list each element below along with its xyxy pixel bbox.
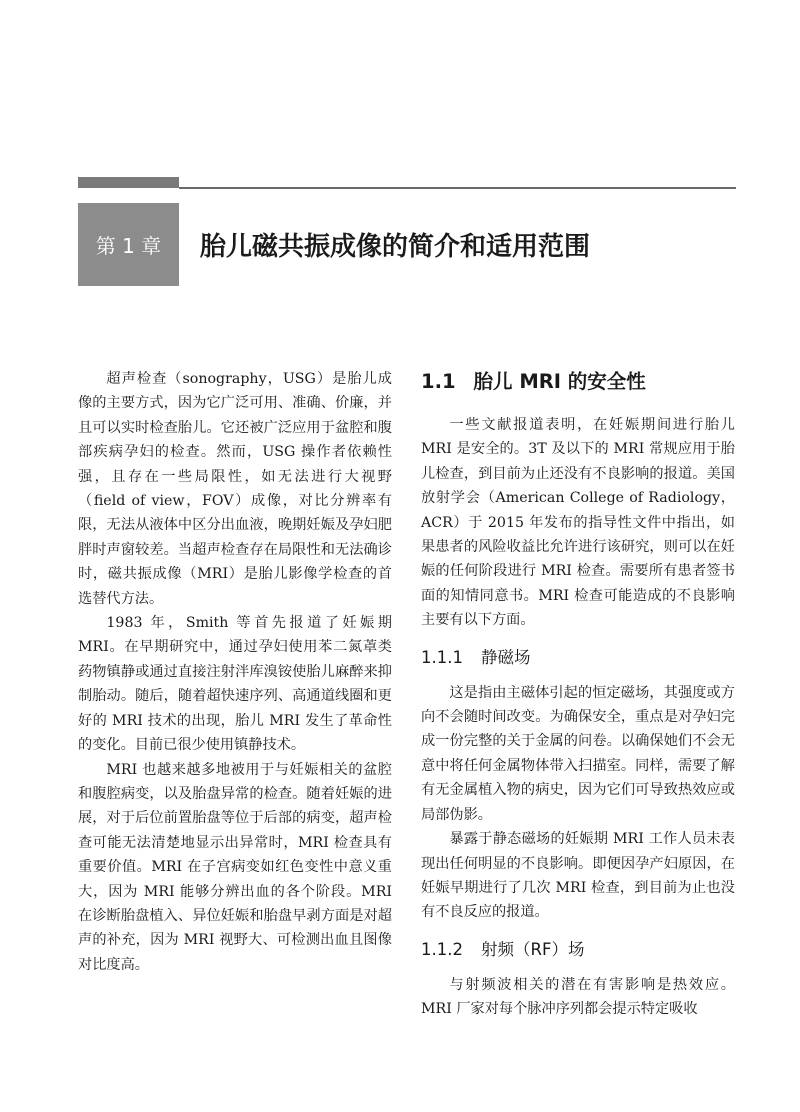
paragraph: MRI 也越来越多地被用于与妊娠相关的盆腔和腹腔病变，以及胎盘异常的检查。随着妊娠的进展，对于后位前置胎盘等位于后部的病变，超声检查可能无法清楚地显示出异常时，MRI 检查具有重要价值。MRI 在子宫病变如红色变性中意义重大，因为 MRI 能够分辨出血的各个阶段。MRI 在诊断胎盘植入、异位妊娠和胎盘早剥方面是对超声的补充，因为 MRI 视野大、可检测出血且图像对比度高。	[78, 761, 392, 973]
section-title: 胎儿 MRI 的安全性	[473, 370, 646, 393]
paragraph: 这是指由主磁体引起的恒定磁场，其强度或方向不会随时间改变。为确保安全，重点是对孕妇完成一份完整的关于金属的问卷。以确保她们不会无意中将任何金属物体带入扫描室。同样，需要了解有无金属植入物的病史，因为它们可导致热效应或局部伪影。	[421, 684, 735, 823]
paragraph: 超声检查（sonography，USG）是胎儿成像的主要方式，因为它广泛可用、准确、价廉，并且可以实时检查胎儿。它还被广泛应用于盆腔和腹部疾病孕妇的检查。然而，USG 操作者依赖性强，且存在一些局限性，如无法进行大视野（field of view，FOV）成像，对比分辨率有限，无法从液体中区分出血液，晚期妊娠及孕妇肥胖时声窗较差。当超声检查存在局限性和无法确诊时，磁共振成像（MRI）是胎儿影像学检查的首选替代方法。	[78, 371, 392, 607]
paragraph: 一些文献报道表明，在妊娠期间进行胎儿 MRI 是安全的。3T 及以下的 MRI 常规应用于胎儿检查，到目前为止还没有不良影响的报道。美国放射学会（American College of Radiology，ACR）于 2015 年发布的指导性文件中指出，如果患者的风险收益比允许进行该研究，则可以在妊娠的任何阶段进行 MRI 检查。需要所有患者签书面的知情同意书。MRI 检查可能造成的不良影响主要有以下方面。	[421, 417, 735, 629]
subsection-title: 静磁场	[480, 647, 531, 667]
chapter-label-box	[78, 203, 179, 286]
paragraph: 1983 年，Smith 等首先报道了妊娠期 MRI。在早期研究中，通过孕妇使用苯二氮䓬类药物镇静或通过直接注射泮库溴铵使胎儿麻醉来抑制胎动。随后，随着超快速序列、高通道线圈和更好的 MRI 技术的出现，胎儿 MRI 发生了革命性的变化。目前已很少使用镇静技术。	[78, 615, 392, 754]
subsection-heading	[421, 937, 735, 963]
paragraph: 与射频波相关的潜在有害影响是热效应。MRI 厂家对每个脉冲序列都会提示特定吸收	[421, 976, 735, 1018]
left-column	[78, 367, 392, 977]
subsection-heading	[421, 645, 735, 671]
subsection-title: 射频（RF）场	[480, 939, 585, 959]
chapter-rule-thin	[179, 187, 736, 189]
subsection-number: 1.1.1	[421, 647, 463, 667]
paragraph: 暴露于静态磁场的妊娠期 MRI 工作人员未表现出任何明显的不良影响。即便因孕产妇原因，在妊娠早期进行了几次 MRI 检查，到目前为止也没有不良反应的报道。	[421, 831, 735, 921]
section-heading	[421, 367, 735, 397]
section-number: 1.1	[421, 370, 456, 393]
right-column	[421, 367, 735, 1022]
chapter-rule-thick	[78, 177, 179, 188]
chapter-title: 胎儿磁共振成像的简介和适用范围	[200, 232, 591, 262]
subsection-number: 1.1.2	[421, 939, 463, 959]
chapter-label: 第 1 章	[95, 234, 162, 258]
